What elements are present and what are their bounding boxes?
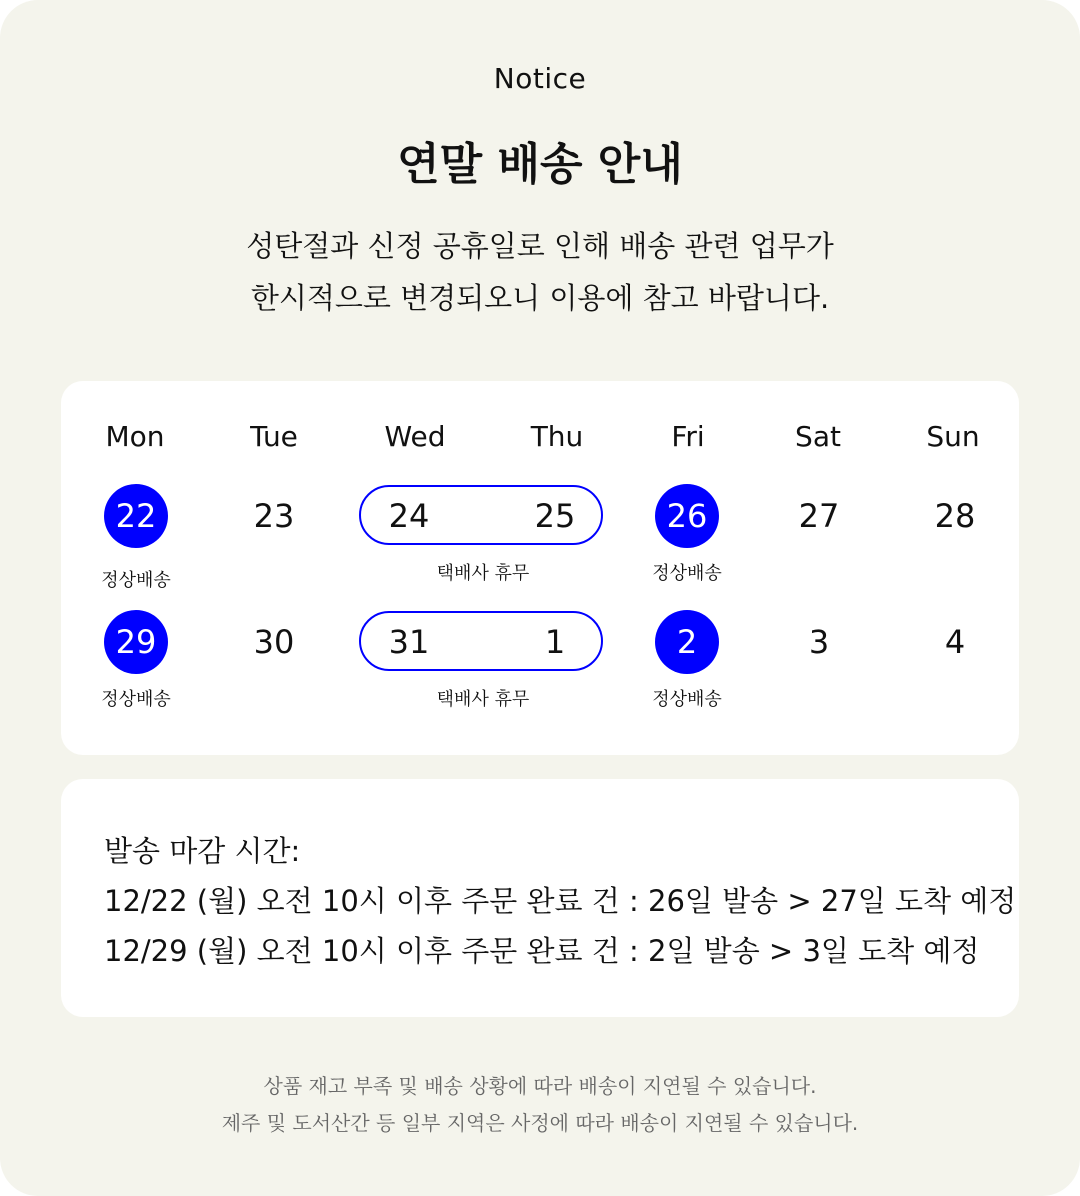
normal-delivery-label: 정상배송 [101, 689, 171, 710]
weekday-sat: Sat [795, 420, 841, 453]
date-23: 23 [253, 497, 295, 535]
date-22-normal-delivery: 22 [104, 484, 168, 548]
intro-line-2: 한시적으로 변경되오니 이용에 참고 바랍니다. [250, 281, 830, 315]
footer-line-1: 상품 재고 부족 및 배송 상황에 따라 배송이 지연될 수 있습니다. [263, 1074, 817, 1098]
date-2-normal-delivery: 2 [655, 610, 719, 674]
date-31: 31 [388, 623, 430, 661]
date-4: 4 [944, 623, 966, 661]
date-29-normal-delivery: 29 [104, 610, 168, 674]
date-24: 24 [388, 497, 430, 535]
weekday-wed: Wed [384, 420, 446, 453]
courier-off-label: 택배사 휴무 [436, 689, 530, 710]
page-title: 연말 배송 안내 [397, 139, 683, 190]
date-1: 1 [544, 623, 566, 661]
notice-label: Notice [493, 62, 587, 95]
intro-line-1: 성탄절과 신정 공휴일로 인해 배송 관련 업무가 [246, 229, 834, 263]
weekday-thu: Thu [530, 420, 584, 453]
cutoff-line-2: 12/29 (월) 오전 10시 이후 주문 완료 건 : 2일 발송 > 3일 도착 예정 [104, 934, 980, 968]
date-28: 28 [934, 497, 976, 535]
date-3: 3 [808, 623, 830, 661]
weekday-tue: Tue [250, 420, 298, 453]
weekday-sun: Sun [926, 420, 980, 453]
normal-delivery-label: 정상배송 [652, 563, 722, 584]
date-30: 30 [253, 623, 295, 661]
normal-delivery-label: 정상배송 [652, 689, 722, 710]
normal-delivery-label: 정상배송 [101, 570, 171, 591]
cutoff-line-1: 12/22 (월) 오전 10시 이후 주문 완료 건 : 26일 발송 > 27일 도착 예정 [104, 884, 1017, 918]
cutoff-heading: 발송 마감 시간: [104, 834, 301, 868]
footer-line-2: 제주 및 도서산간 등 일부 지역은 사정에 따라 배송이 지연될 수 있습니다. [221, 1111, 859, 1135]
weekday-fri: Fri [671, 420, 705, 453]
weekday-mon: Mon [105, 420, 165, 453]
courier-off-label: 택배사 휴무 [436, 563, 530, 584]
intro-text [0, 220, 1080, 324]
date-25: 25 [534, 497, 576, 535]
footer-notes [0, 1068, 1080, 1142]
date-27: 27 [798, 497, 840, 535]
date-26-normal-delivery: 26 [655, 484, 719, 548]
